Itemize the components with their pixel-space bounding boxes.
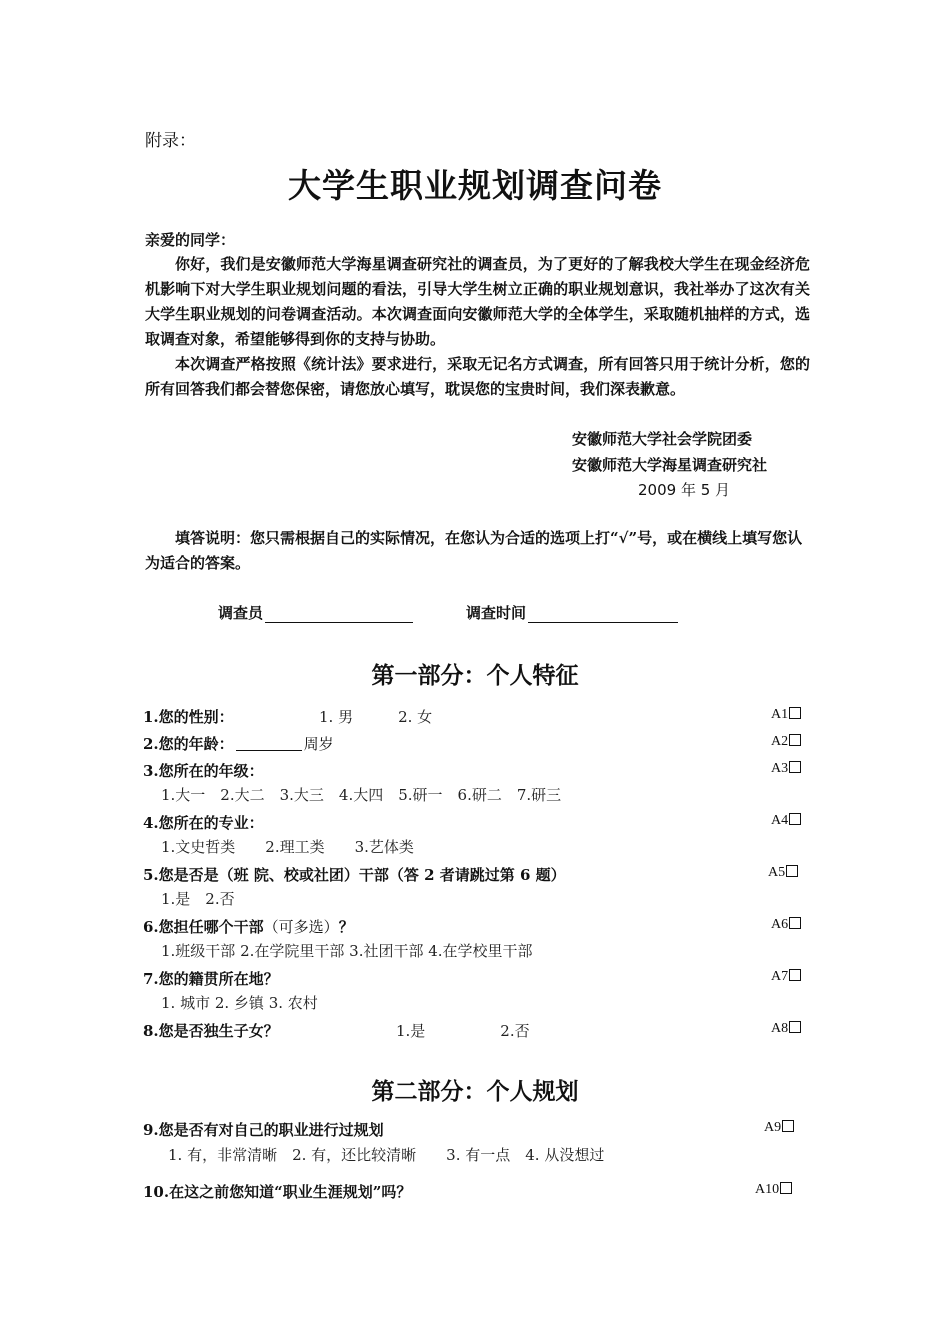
answer-checkbox[interactable] [789, 707, 801, 719]
signature-org-1: 安徽师范大学社会学院团委 [572, 430, 753, 448]
signature-org-2: 安徽师范大学海星调查研究社 [572, 456, 768, 474]
survey-time-label: 调查时间 [466, 604, 527, 622]
question-4-options[interactable]: 1.文史哲类 2.理工类 3.艺体类 [161, 838, 414, 856]
answer-code-a7[interactable]: A7 [771, 969, 801, 985]
greeting: 亲爱的同学： [145, 231, 236, 249]
answer-code-a3[interactable]: A3 [771, 761, 801, 777]
intro-paragraph-2: 本次调查严格按照《统计法》要求进行，采取无记名方式调查，所有回答只用于统计分析，您的所有回答我们都会替您保密，请您放心填写，耽误您的宝贵时间，我们深表歉意。 [145, 355, 810, 398]
question-5-options[interactable]: 1.是 2.否 [161, 890, 235, 908]
appendix-label: 附录： [145, 131, 196, 151]
page-title: 大学生职业规划调查问卷 [288, 166, 662, 205]
question-9-options[interactable]: 1. 有，非常清晰 2. 有，还比较清晰 3. 有一点 4. 从没想过 [168, 1146, 605, 1164]
surveyor-field[interactable] [218, 602, 413, 623]
section-1-title: 第一部分：个人特征 [371, 662, 579, 689]
surveyor-blank[interactable] [265, 621, 413, 623]
survey-time-field[interactable] [466, 602, 678, 623]
question-1-options[interactable]: 1. 男 2. 女 [319, 708, 433, 726]
answer-checkbox[interactable] [780, 1182, 792, 1194]
answer-checkbox[interactable] [789, 761, 801, 773]
question-2: 2.您的年龄： 周岁 [143, 735, 334, 753]
answer-checkbox[interactable] [789, 969, 801, 981]
question-9: 9.您是否有对自己的职业进行过规划 [143, 1121, 384, 1139]
signature-date: 2009 年 5 月 [638, 481, 731, 499]
question-10: 10.在这之前您知道“职业生涯规划”吗？ [143, 1183, 412, 1201]
answer-checkbox[interactable] [786, 865, 798, 877]
answer-checkbox[interactable] [789, 734, 801, 746]
instructions: 填答说明：您只需根据自己的实际情况，在您认为合适的选项上打“√”号，或在横线上填写您认为适合的答案。 [145, 529, 803, 572]
answer-code-a9[interactable]: A9 [764, 1120, 794, 1136]
answer-checkbox[interactable] [782, 1120, 794, 1132]
question-1: 1.您的性别： [143, 708, 234, 726]
question-3-options[interactable]: 1.大一 2.大二 3.大三 4.大四 5.研一 6.研二 7.研三 [161, 786, 562, 804]
surveyor-label: 调查员 [218, 604, 264, 622]
intro-paragraph-1: 你好，我们是安徽师范大学海星调查研究社的调查员，为了更好的了解我校大学生在现金经济危机影响下对大学生职业规划问题的看法，引导大学生树立正确的职业规划意识，我社举办了这次有关大学生职业规划的问卷调查活动。本次调查面向安徽师范大学的全体学生，采取随机抽样的方式，选取调查对象，希望能够得到你的支持与协助。 [145, 255, 810, 348]
question-3: 3.您所在的年级： [143, 762, 264, 780]
section-2-title: 第二部分：个人规划 [371, 1078, 579, 1105]
answer-checkbox[interactable] [789, 1021, 801, 1033]
question-8: 8.您是否独生子女？ [143, 1022, 279, 1040]
answer-checkbox[interactable] [789, 813, 801, 825]
age-blank[interactable] [236, 736, 302, 751]
answer-code-a6[interactable]: A6 [771, 917, 801, 933]
answer-code-a5[interactable]: A5 [768, 865, 798, 881]
answer-checkbox[interactable] [789, 917, 801, 929]
answer-code-a2[interactable]: A2 [771, 734, 801, 750]
survey-time-blank[interactable] [528, 621, 678, 623]
question-7: 7.您的籍贯所在地？ [143, 970, 279, 988]
question-7-options[interactable]: 1. 城市 2. 乡镇 3. 农村 [161, 994, 318, 1012]
answer-code-a4[interactable]: A4 [771, 813, 801, 829]
question-6-options[interactable]: 1.班级干部 2.在学院里干部 3.社团干部 4.在学校里干部 [161, 942, 533, 960]
question-8-options[interactable]: 1.是 2.否 [396, 1022, 530, 1040]
answer-code-a10[interactable]: A10 [755, 1182, 792, 1198]
question-6: 6.您担任哪个干部（可多选）？ [143, 918, 354, 936]
answer-code-a1[interactable]: A1 [771, 707, 801, 723]
question-4: 4.您所在的专业： [143, 814, 264, 832]
question-5: 5.您是否是（班 院、校或社团）干部（答 2 者请跳过第 6 题） [143, 866, 566, 884]
answer-code-a8[interactable]: A8 [771, 1021, 801, 1037]
